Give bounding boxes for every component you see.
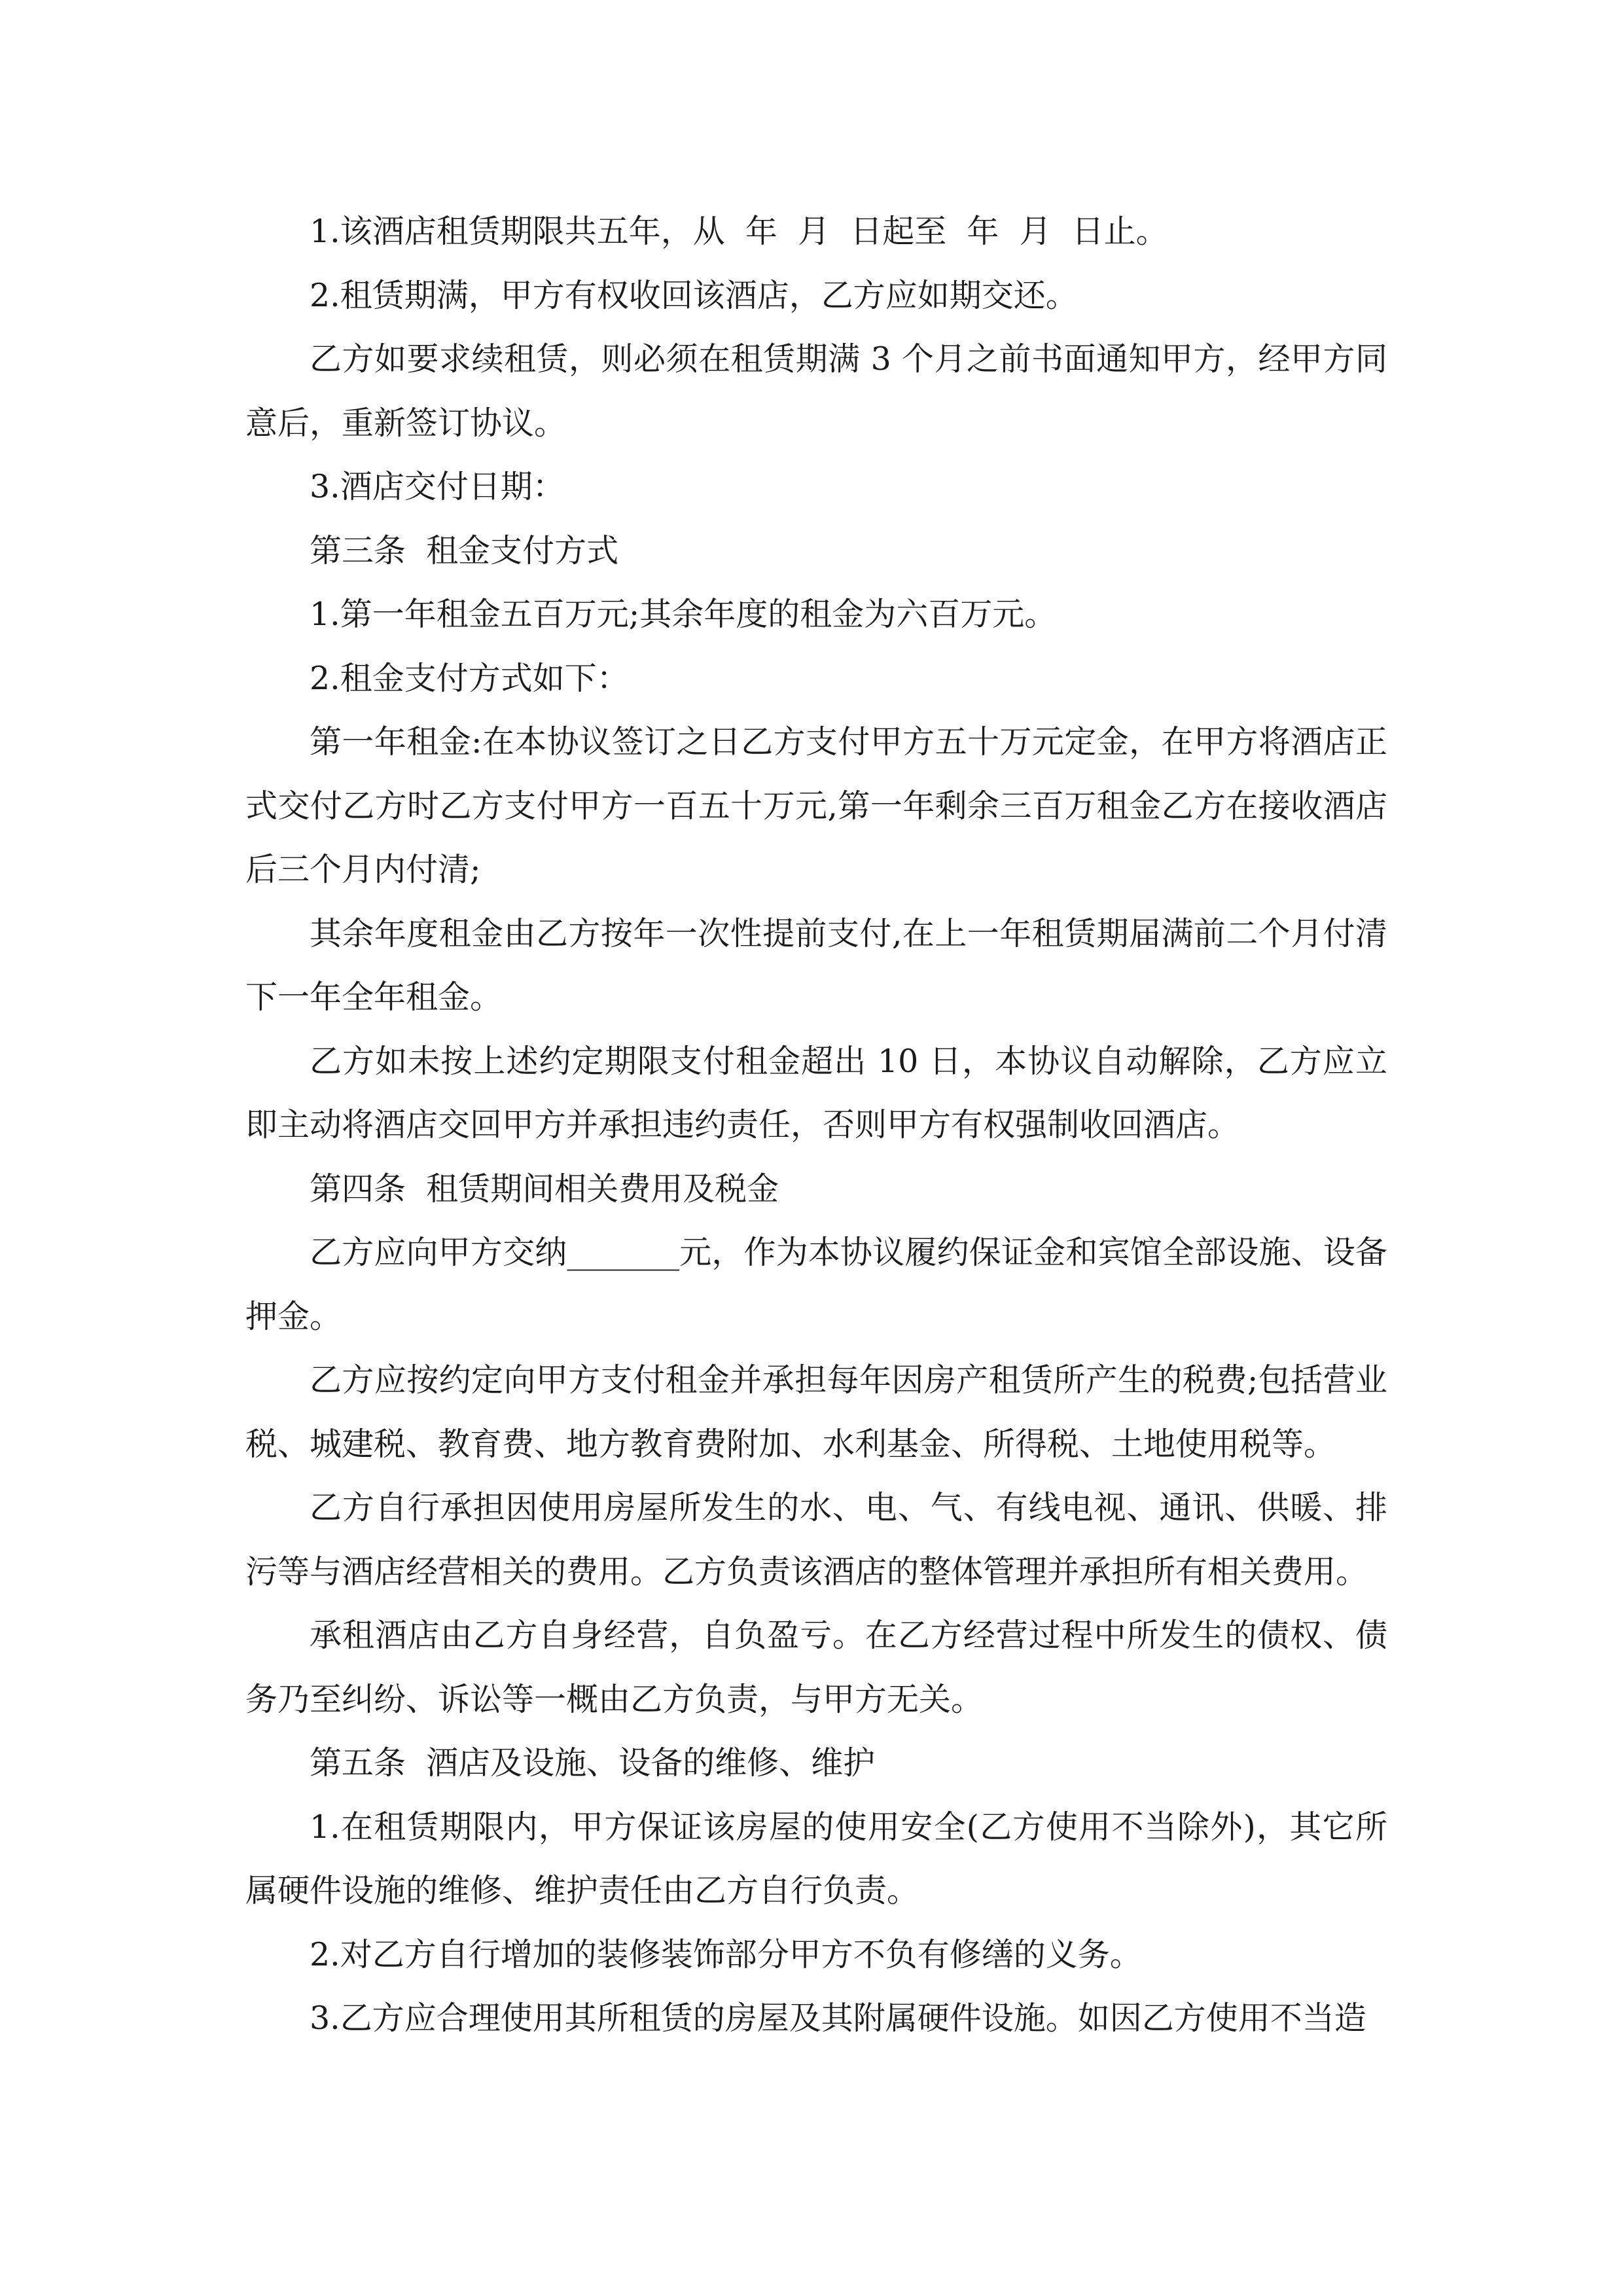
paragraph: 2.租金支付方式如下： [310, 659, 629, 697]
paragraph: 乙方应向甲方交纳_______元，作为本协议履约保证金和宾馆全部设施、设备押金。 [245, 1234, 1387, 1335]
paragraph: 乙方自行承担因使用房屋所发生的水、电、气、有线电视、通讯、供暖、排污等与酒店经营相关的费用。乙方负责该酒店的整体管理并承担所有相关费用。 [245, 1489, 1387, 1590]
paragraph: 乙方如未按上述约定期限支付租金超出 10 日，本协议自动解除，乙方应立即主动将酒店交回甲方并承担违约责任，否则甲方有权强制收回酒店。 [245, 1042, 1387, 1143]
paragraph: 2.对乙方自行增加的装修装饰部分甲方不负有修缮的义务。 [310, 1935, 1142, 1973]
paragraph: 第一年租金:在本协议签订之日乙方支付甲方五十万元定金，在甲方将酒店正式交付乙方时乙方支付甲方一百五十万元,第一年剩余三百万租金乙方在接收酒店后三个月内付清; [245, 723, 1387, 888]
paragraph: 2.租赁期满，甲方有权收回该酒店，乙方应如期交还。 [310, 276, 1078, 314]
section-heading: 第三条 租金支付方式 [310, 531, 619, 569]
paragraph: 3.乙方应合理使用其所租赁的房屋及其附属硬件设施。如因乙方使用不当造 [310, 2000, 1366, 2037]
document-body [245, 200, 1387, 2051]
paragraph: 承租酒店由乙方自身经营，自负盈亏。在乙方经营过程中所发生的债权、债务乃至纠纷、诉讼等一概由乙方负责，与甲方无关。 [245, 1617, 1387, 1718]
section-heading: 第五条 酒店及设施、设备的维修、维护 [310, 1744, 876, 1782]
paragraph: 1.在租赁期限内，甲方保证该房屋的使用安全(乙方使用不当除外)，其它所属硬件设施的维修、维护责任由乙方自行负责。 [245, 1808, 1387, 1909]
section-heading: 第四条 租赁期间相关费用及税金 [310, 1170, 779, 1208]
paragraph: 乙方如要求续租赁，则必须在租赁期满 3 个月之前书面通知甲方，经甲方同意后，重新签订协议。 [245, 340, 1387, 442]
paragraph: 3.酒店交付日期： [310, 468, 565, 505]
paragraph: 乙方应按约定向甲方支付租金并承担每年因房产租赁所产生的税费;包括营业税、城建税、教育费、地方教育费附加、水利基金、所得税、土地使用税等。 [245, 1361, 1387, 1463]
paragraph: 1.该酒店租赁期限共五年，从 年 月 日起至 年 月 日止。 [310, 213, 1168, 250]
paragraph: 1.第一年租金五百万元;其余年度的租金为六百万元。 [310, 596, 1057, 633]
paragraph: 其余年度租金由乙方按年一次性提前支付,在上一年租赁期届满前二个月付清下一年全年租金。 [245, 914, 1387, 1016]
